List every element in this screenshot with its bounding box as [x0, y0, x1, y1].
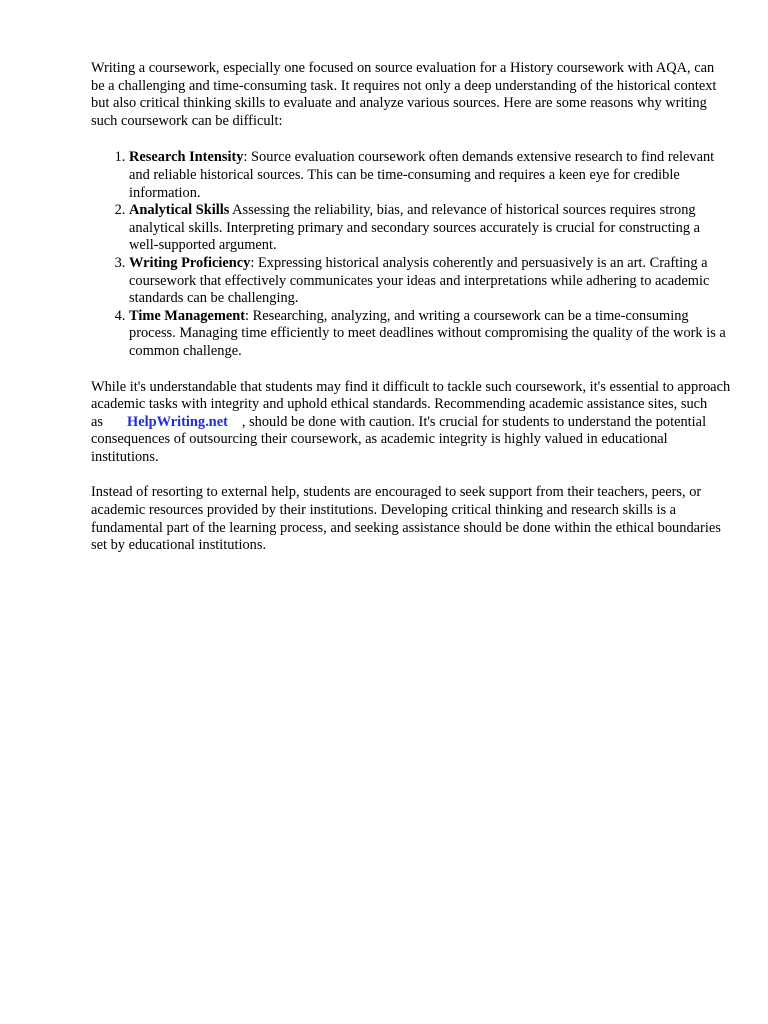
list-item [129, 308, 731, 361]
reason-text: Researching, analyzing, and writing a coursework can be a time-consuming process. Managing time efficiently to meet deadlines without compromising the quality of the work is a common challenge. [129, 307, 726, 359]
reason-term: Writing Proficiency [129, 254, 251, 271]
reasons-list [91, 149, 731, 360]
reason-separator: : [250, 254, 255, 271]
reason-text: Source evaluation coursework often demands extensive research to find relevant and reliable historical sources. This can be time-consuming and requires a keen eye for credible information. [129, 149, 715, 201]
document-body [91, 60, 731, 555]
list-item [129, 255, 731, 308]
reason-text: Expressing historical analysis coherently and persuasively is an art. Crafting a coursework that effectively communicates your ideas and interpretations while adhering to academic standards can be challenging. [129, 254, 710, 307]
caution-paragraph [91, 379, 731, 467]
advice-paragraph: Instead of resorting to external help, students are encouraged to seek support from their teachers, peers, or academic resources provided by their institutions. Developing critical thinking and research skills is a fundamental part of the learning process, and seeking assistance should be done within the ethical boundaries set by educational institutions. [91, 484, 721, 554]
caution-text-after: , should be done with caution. It's crucial for students to understand the potential consequences of outsourcing their coursework, as academic integrity is highly valued in educational institutions. [91, 413, 707, 465]
helpwriting-link[interactable]: HelpWriting.net [127, 413, 228, 430]
reason-text: Assessing the reliability, bias, and relevance of historical sources requires strong analytical skills. Interpreting primary and secondary sources accurately is crucial for constructing a well-supported argument. [129, 202, 701, 254]
reason-separator: : [245, 307, 250, 324]
reason-term: Time Management [129, 307, 246, 324]
caution-text-before: While it's understandable that students may find it difficult to tackle such coursework, it's essential to approach academic tasks with integrity and uphold ethical standards. Recommending academic assistance sites, such as [91, 378, 731, 430]
list-item [129, 202, 731, 255]
intro-paragraph: Writing a coursework, especially one focused on source evaluation for a History coursework with AQA, can be a challenging and time-consuming task. It requires not only a deep understanding of the historical context but also critical thinking skills to evaluate and analyze various sources. Here are some reasons why writing such coursework can be difficult: [91, 60, 717, 129]
reason-separator: : [243, 149, 248, 166]
reason-term: Research Intensity [129, 149, 244, 166]
list-item [129, 149, 731, 202]
reason-term: Analytical Skills [129, 202, 230, 219]
